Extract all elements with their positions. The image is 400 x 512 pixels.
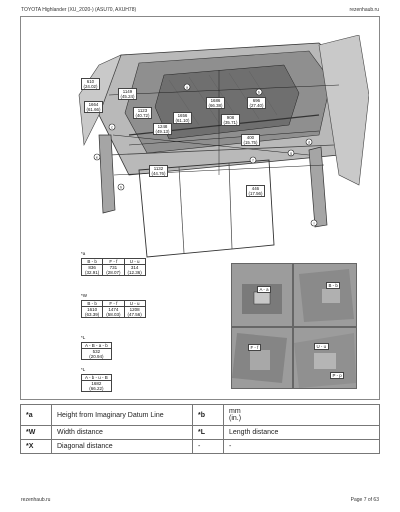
svg-text:i: i bbox=[313, 221, 315, 226]
legend-symbol: *a bbox=[21, 405, 52, 426]
photo-label: F - f bbox=[248, 344, 261, 351]
table-length-2: *L A - b - u - B 1682 (66.22) bbox=[81, 367, 112, 392]
dim-label-1149: 1149 (45.24) bbox=[118, 88, 137, 100]
legend-symbol: *X bbox=[21, 440, 52, 454]
table-tag: *W bbox=[81, 293, 87, 298]
legend-text: Height from Imaginary Datum Line bbox=[52, 405, 193, 426]
page-header-title: TOYOTA Highlander (XU_2020-) (ASU70, AXUH78) bbox=[21, 7, 137, 13]
body-frame-diagram bbox=[69, 35, 369, 275]
legend-symbol: *W bbox=[21, 426, 52, 440]
footer-site: rezenhaub.ru bbox=[21, 497, 51, 503]
dim-label-610: 610 (24.02) bbox=[81, 78, 100, 90]
legend-text: Diagonal distance bbox=[52, 440, 193, 454]
photo-label: P - p bbox=[330, 372, 344, 379]
dim-label-1664: 1664 (61.66) bbox=[84, 101, 103, 113]
svg-text:h: h bbox=[120, 185, 122, 190]
page-number: Page 7 of 63 bbox=[350, 497, 379, 503]
photo-label: U - u bbox=[314, 343, 329, 350]
svg-text:b: b bbox=[258, 90, 260, 95]
figure-frame bbox=[20, 16, 380, 400]
detail-photo-a bbox=[231, 263, 293, 327]
svg-text:a: a bbox=[186, 85, 188, 90]
legend-text: - bbox=[224, 440, 380, 454]
dim-label-908: 908 (35.71) bbox=[221, 114, 240, 126]
legend-symbol: - bbox=[193, 440, 224, 454]
svg-text:f: f bbox=[252, 158, 254, 163]
legend-text: Width distance bbox=[52, 426, 193, 440]
photo-label: A - a bbox=[257, 286, 271, 293]
legend-text: mm (in.) bbox=[224, 405, 380, 426]
photo-label: B - b bbox=[326, 282, 340, 289]
dim-label-446: 446 (17.56) bbox=[246, 185, 265, 197]
detail-photo-u-p bbox=[293, 327, 357, 389]
dim-label-1132: 1132 (44.76) bbox=[149, 165, 168, 177]
table-tag: *a bbox=[81, 251, 86, 256]
dim-label-696: 696 (27.40) bbox=[247, 97, 266, 109]
dim-label-1123: 1123 (40.72) bbox=[133, 107, 152, 119]
table-tag: *L bbox=[81, 367, 86, 372]
svg-text:d: d bbox=[308, 140, 310, 145]
dim-label-1656: 1656 (61.10) bbox=[173, 112, 192, 124]
legend-symbol: *b bbox=[193, 405, 224, 426]
table-length-1: *L A - B - a - b 532 (20.94) bbox=[81, 335, 112, 360]
legend-symbol: *L bbox=[193, 426, 224, 440]
svg-text:e: e bbox=[96, 155, 98, 160]
legend-text: Length distance bbox=[224, 426, 380, 440]
dim-label-1248: 1248 (49.13) bbox=[153, 123, 172, 135]
dim-label-400: 400 (15.75) bbox=[241, 134, 260, 146]
dim-label-1686: 1686 (66.38) bbox=[206, 97, 225, 109]
detail-photo-b bbox=[293, 263, 357, 327]
page-header-site: rezenhaub.ru bbox=[349, 7, 379, 13]
svg-text:g: g bbox=[290, 151, 292, 156]
legend-table bbox=[20, 404, 380, 454]
table-width: *W B - b F - f U - u 1610 (63.39) 1474 (58.03) 1208 (47.56) bbox=[81, 293, 146, 318]
table-height: *a B - b F - f U - u 836 (32.91) 731 (28.07) 314 (12.36) bbox=[81, 251, 146, 276]
svg-text:c: c bbox=[111, 125, 113, 130]
table-tag: *L bbox=[81, 335, 86, 340]
detail-photo-f bbox=[231, 327, 293, 389]
